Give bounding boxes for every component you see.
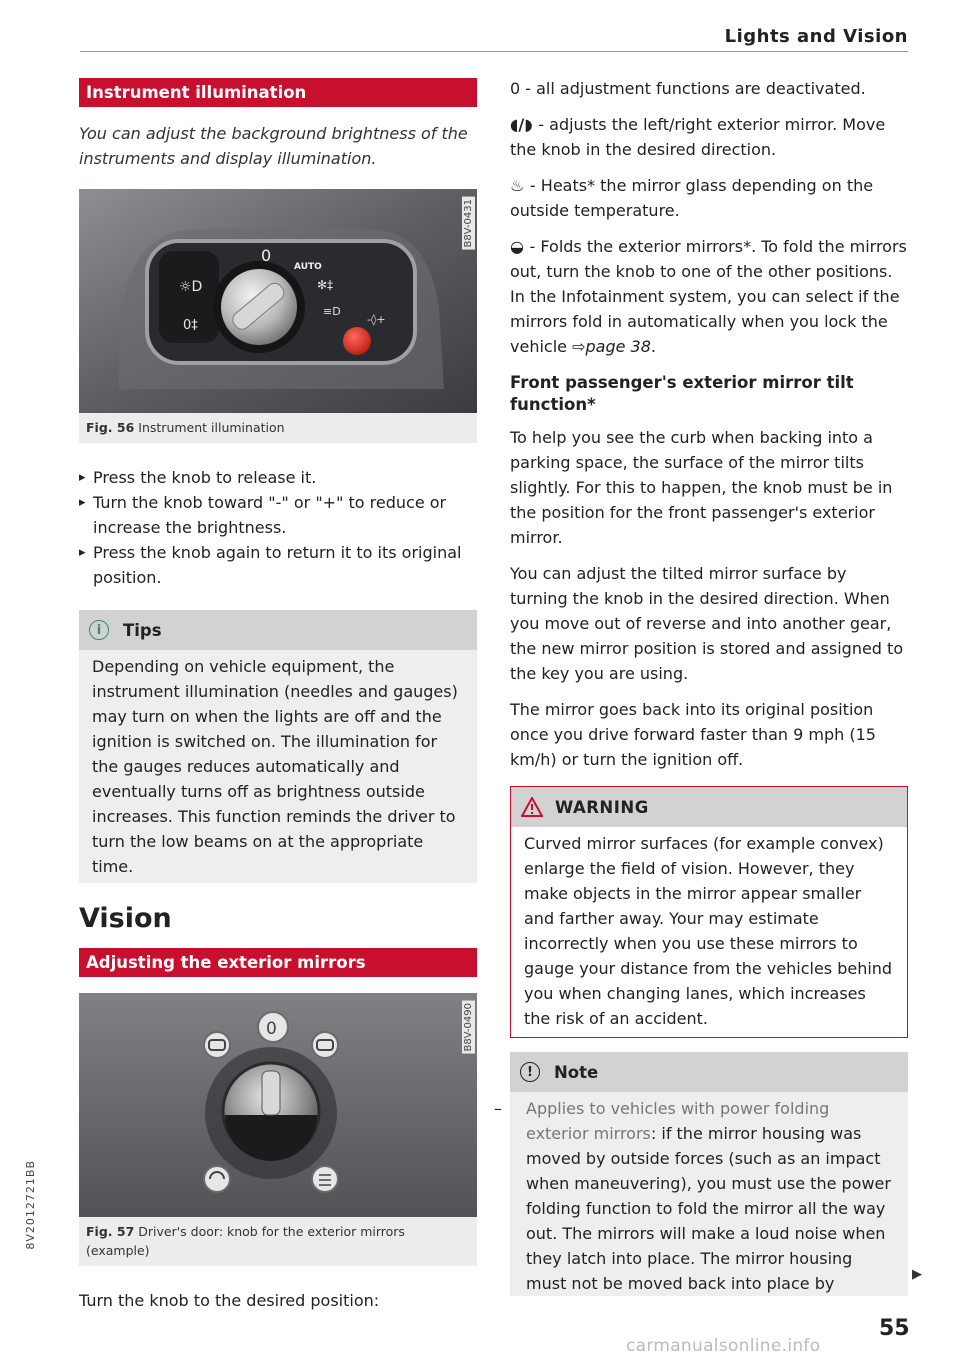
fold-mirror-icon <box>204 1166 230 1192</box>
left-right-mirror-icon: ◖/◗ <box>510 115 539 134</box>
note-box <box>494 1052 908 1296</box>
svg-text:-◊+: -◊+ <box>367 313 386 326</box>
right-column <box>494 76 908 1296</box>
header-title: Lights and Vision <box>724 26 908 47</box>
step-item: ▸ Press the knob again to return it to its original position. <box>79 540 477 590</box>
figure-56-label: Fig. 56 <box>86 420 135 435</box>
instruction-steps <box>79 465 477 590</box>
fold-mirror-text: ◒ - Folds the exterior mirrors*. To fold the mirrors out, turn the knob to one of the other positions. In the Infotainment system, you can select if the mirrors fold in automatically when you lock the vehicle ⇨page 38. <box>510 237 907 356</box>
warning-header <box>511 787 907 827</box>
figure-57-label: Fig. 57 <box>86 1224 135 1239</box>
fold-mirror-icon: ◒ <box>510 237 530 256</box>
section-title-exterior-mirrors: Adjusting the exterior mirrors <box>79 948 477 977</box>
document-code: 8V2012721BB <box>24 1160 37 1250</box>
figure-56-image <box>79 189 477 413</box>
heated-mirror-icon: ♨ <box>510 176 530 195</box>
figure-57 <box>79 993 477 1266</box>
left-column <box>79 78 477 1324</box>
vision-heading: Vision <box>79 903 172 934</box>
page-reference-link[interactable]: page 38 <box>585 337 651 356</box>
heated-mirror-icon <box>312 1166 338 1192</box>
tips-title: Tips <box>123 620 162 640</box>
watermark: carmanualsonline.info <box>626 1336 821 1356</box>
warning-title: WARNING <box>555 797 649 817</box>
page-ref-arrow-icon: ⇨ <box>572 337 586 356</box>
mirror-knob-illustration <box>79 993 477 1217</box>
note-applies-text: Applies to vehicles with power folding exterior mirrors <box>526 1099 830 1143</box>
knob-label-auto: AUTO <box>294 262 322 272</box>
tips-header <box>79 610 477 650</box>
figure-57-id: B8V-0490 <box>463 1003 474 1052</box>
step-item: ▸ Press the knob to release it. <box>79 465 477 490</box>
svg-text:✻‡: ✻‡ <box>317 278 334 292</box>
figure-56-id: B8V-0431 <box>463 199 474 248</box>
section-intro: You can adjust the background brightness of the instruments and display illumination. <box>79 124 468 168</box>
tips-box <box>79 610 477 883</box>
section-title-instrument-illumination: Instrument illumination <box>79 78 477 107</box>
note-title: Note <box>554 1062 599 1082</box>
figure-57-caption <box>79 1217 477 1266</box>
svg-text:☼D: ☼D <box>179 279 203 295</box>
warning-box <box>510 786 908 1038</box>
warning-triangle-icon <box>521 797 543 817</box>
svg-text:0‡: 0‡ <box>183 318 198 333</box>
figure-56-caption-text: Instrument illumination <box>138 420 285 435</box>
info-icon: i <box>89 620 109 640</box>
header-rule <box>80 51 908 52</box>
note-header <box>510 1052 908 1092</box>
light-switch-illustration <box>79 189 477 413</box>
figure-57-image <box>79 993 477 1217</box>
tilt-function-heading: Front passenger's exterior mirror tilt function* <box>510 373 854 414</box>
warning-body: Curved mirror surfaces (for example convex) enlarge the field of vision. However, they make objects in the mirror appear smaller and farther away. Your may estimate incorrectly when you use these mirrors to gauge your distance from the vehicles behind you when changing lanes, which increases the risk of an accident. <box>524 834 893 1028</box>
note-dash: – <box>494 1099 502 1118</box>
left-mirror-icon <box>204 1032 230 1058</box>
step-item: ▸ Turn the knob toward "-" or "+" to reduce or increase the brightness. <box>79 490 477 540</box>
page-number: 55 <box>879 1316 910 1341</box>
left-right-mirror-text: ◖/◗ - adjusts the left/right exterior mirror. Move the knob in the desired direction. <box>510 115 886 159</box>
note-body <box>494 1092 908 1296</box>
right-mirror-icon <box>312 1032 338 1058</box>
position-zero-text: 0 - all adjustment functions are deactivated. <box>510 79 866 98</box>
knob-label-0: 0 <box>261 246 272 265</box>
figure-57-caption-text: Driver's door: knob for the exterior mirrors (example) <box>86 1224 405 1258</box>
svg-text:≡D: ≡D <box>323 305 341 318</box>
figure-56-caption <box>79 413 477 443</box>
mirror-knob-label-0: 0 <box>266 1019 277 1039</box>
continue-arrow-icon: ▶ <box>912 1267 922 1282</box>
tips-body: Depending on vehicle equipment, the instrument illumination (needles and gauges) may turn on when the lights are off and the ignition is switched on. The illumination for the gauges reduces automatically and eventually turns off as brightness outside increases. This function reminds the driver to turn the low beams on at the appropriate time. <box>92 657 458 876</box>
turn-knob-text: Turn the knob to the desired position: <box>79 1291 380 1310</box>
tilt-paragraph-3: The mirror goes back into its original position once you drive forward faster than 9 mph (15 km/h) or turn the ignition off. <box>510 700 876 769</box>
figure-56 <box>79 189 477 443</box>
exclamation-icon: ! <box>520 1062 540 1082</box>
note-body-text: : if the mirror housing was moved by outside forces (such as an impact when maneuvering), you must use the power folding function to fold the mirror all the way out. The mirrors will make a loud noise when they latch into place. The mirror housing must not be moved back into place by <box>526 1124 891 1293</box>
brightness-knob-red <box>343 327 371 355</box>
heat-mirror-text: ♨ - Heats* the mirror glass depending on the outside temperature. <box>510 176 874 220</box>
tilt-paragraph-1: To help you see the curb when backing into a parking space, the surface of the mirror tilts slightly. For this to happen, the knob must be in the position for the front passenger's exterior mirror. <box>510 428 893 547</box>
tilt-paragraph-2: You can adjust the tilted mirror surface by turning the knob in the desired direction. When you move out of reverse and into another gear, the new mirror position is stored and assigned to the key you are using. <box>510 564 904 683</box>
